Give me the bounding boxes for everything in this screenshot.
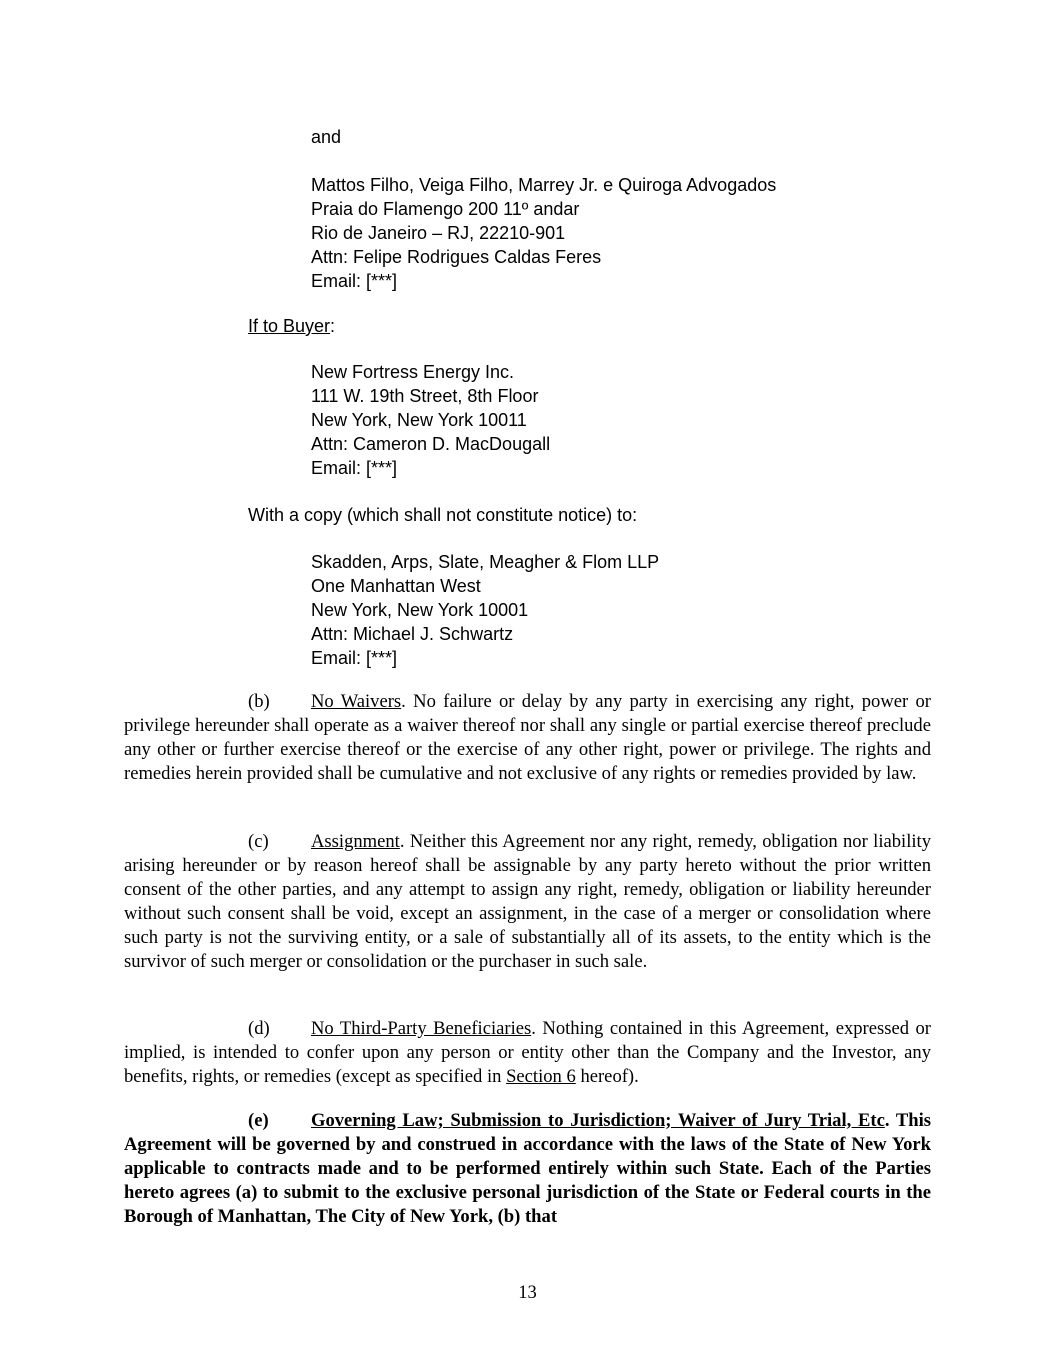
address-line: Mattos Filho, Veiga Filho, Marrey Jr. e Quiroga Advogados xyxy=(311,175,777,195)
section-e-governing-law xyxy=(124,1109,931,1229)
address-line: Rio de Janeiro – RJ, 22210-901 xyxy=(311,223,566,243)
section-text: . Nothing contained in this Agreement, expressed or implied, is intended to confer upon any person or entity other than the Company and the Investor, any benefits, rights, or remedies (except as specified in xyxy=(124,1018,932,1087)
copy-heading: With a copy (which shall not constitute notice) to: xyxy=(248,505,638,525)
address-line: New Fortress Energy Inc. xyxy=(311,362,515,382)
buyer-address xyxy=(311,360,550,480)
section-reference-link: Section 6 xyxy=(506,1066,576,1087)
section-c-assignment xyxy=(124,830,931,974)
section-label: (d) xyxy=(248,1018,270,1039)
seller-counsel-address xyxy=(311,173,776,293)
address-line: Praia do Flamengo 200 11º andar xyxy=(311,199,580,219)
section-title: Assignment xyxy=(311,831,400,852)
address-line: Email: [***] xyxy=(311,271,398,291)
section-label: (c) xyxy=(248,831,269,852)
address-line: One Manhattan West xyxy=(311,576,481,596)
section-label: (e) xyxy=(248,1110,269,1131)
address-line: 111 W. 19th Street, 8th Floor xyxy=(311,386,539,406)
address-line: Email: [***] xyxy=(311,648,398,668)
section-text: . This Agreement will be governed by and construed in accordance with the laws of the State of New York applicable to contracts made and to be performed entirely within such State. Each of the Parties hereto agrees (a) to submit to the exclusive personal jurisdiction of the State or Federal courts in the Borough of Manhattan, The City of New York, (b) that xyxy=(124,1110,931,1227)
address-line: Attn: Michael J. Schwartz xyxy=(311,624,514,644)
address-line: Skadden, Arps, Slate, Meagher & Flom LLP xyxy=(311,552,660,572)
section-text-end: hereof). xyxy=(575,1066,639,1087)
page-number: 13 xyxy=(518,1282,537,1303)
address-line: Attn: Felipe Rodrigues Caldas Feres xyxy=(311,247,602,267)
buyer-counsel-address xyxy=(311,550,659,670)
address-line: New York, New York 10001 xyxy=(311,600,529,620)
section-label: (b) xyxy=(248,691,270,712)
section-title: Governing Law; Submission to Jurisdiction; Waiver of Jury Trial, Etc xyxy=(311,1110,885,1131)
address-line: Email: [***] xyxy=(311,458,398,478)
and-label: and xyxy=(311,127,342,147)
address-line: Attn: Cameron D. MacDougall xyxy=(311,434,551,454)
buyer-heading: If to Buyer: xyxy=(248,316,336,336)
section-text: . Neither this Agreement nor any right, remedy, obligation nor liability arising hereunder or by reason hereof shall be assignable by any party hereto without the prior written consent of the other parties, and any attempt to assign any right, remedy, obligation or liability hereunder without such consent shall be void, except an assignment, in the case of a merger or consolidation where such party is not the surviving entity, or a sale of substantially all of its assets, to the entity which is the survivor of such merger or consolidation or the purchaser in such sale. xyxy=(124,831,931,972)
section-d-no-third-party-beneficiaries xyxy=(124,1017,931,1089)
address-line: New York, New York 10011 xyxy=(311,410,527,430)
section-title: No Third-Party Beneficiaries xyxy=(311,1018,532,1039)
section-b-no-waivers xyxy=(124,690,931,786)
section-title: No Waivers xyxy=(311,691,402,712)
section-text: . No failure or delay by any party in exercising any right, power or privilege hereunder shall operate as a waiver thereof nor shall any single or partial exercise thereof preclude any other or further exercise thereof or the exercise of any other right, power or privilege. The rights and remedies herein provided shall be cumulative and not exclusive of any rights or remedies provided by law. xyxy=(124,691,931,784)
